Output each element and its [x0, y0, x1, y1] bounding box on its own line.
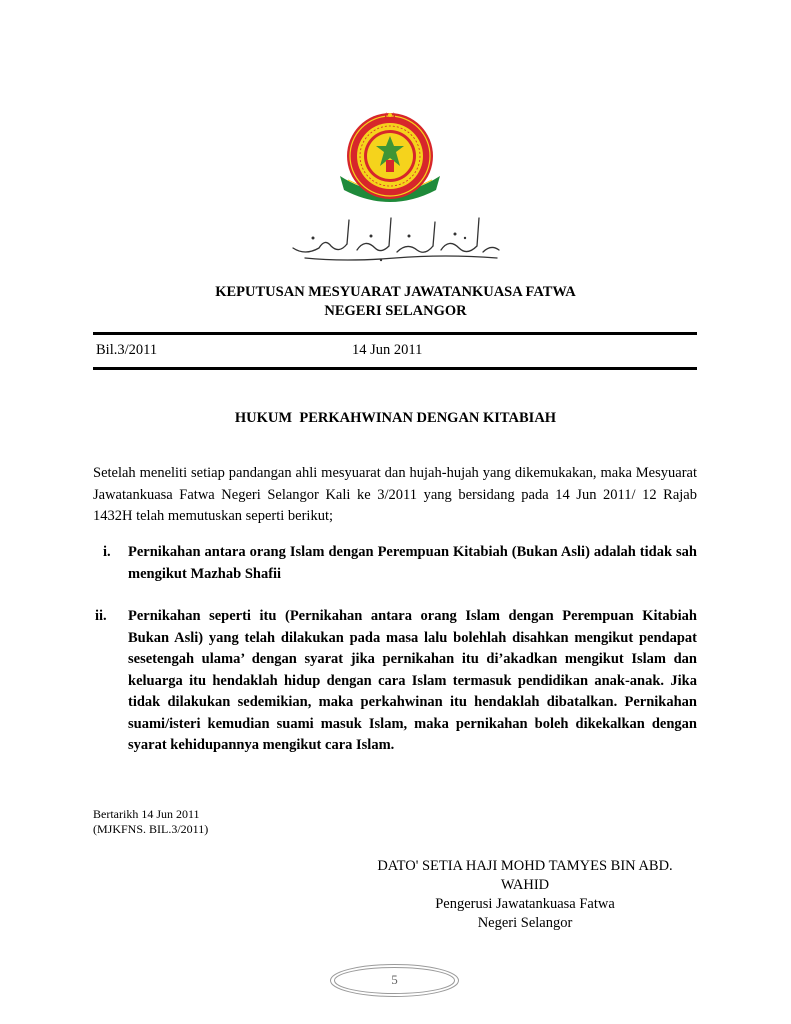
resolutions-list — [93, 542, 697, 778]
resolution-number: i. — [103, 544, 111, 560]
reference-number: Bil.3/2011 — [96, 342, 158, 358]
intro-paragraph: Setelah meneliti setiap pandangan ahli mesyuarat dan hujah-hujah yang dikemukakan, maka Mesyuarat Jawatankuasa Fatwa Negeri Selangor Kali ke 3/2011 yang bersidang pada 14 Jun 2011/ 12 Rajab 1432H telah memutuskan seperti berikut; — [93, 465, 697, 524]
title-line-1: KEPUTUSAN MESYUARAT JAWATANKUASA FATWA — [215, 284, 576, 300]
dated-note — [93, 807, 208, 837]
title-line-2: NEGERI SELANGOR — [324, 303, 467, 319]
reference-code: (MJKFNS. BIL.3/2011) — [93, 822, 209, 836]
resolution-item — [93, 606, 697, 757]
resolution-text: Pernikahan antara orang Islam dengan Perempuan Kitabiah (Bukan Asli) adalah tidak sah mengikut Mazhab Shafii — [128, 544, 697, 582]
resolution-text: Pernikahan seperti itu (Pernikahan antara orang Islam dengan Perempuan Kitabiah Bukan Asli) yang telah dilakukan pada masa lalu bolehlah disahkan mengikut pendapat sesetengah ulama’ dengan syarat jika pernikahan itu di’akadkan mengikut Islam dan keluarga itu hendaklah hidup dengan cara Islam termasuk pendidikan anak-anak. Jika tidak dilakukan sedemikian, maka perkahwinan itu hendaklah dibatalkan. Pernikahan suami/isteri kemudian suami masuk Islam, maka pernikahan boleh dikekalkan dengan syarat kehidupannya mengikut cara Islam. — [128, 608, 697, 753]
resolution-item — [93, 542, 697, 585]
bottom-divider — [93, 367, 697, 370]
signatory-name: DATO' SETIA HAJI MOHD TAMYES BIN ABD. WAHID — [377, 858, 673, 893]
top-divider — [93, 332, 697, 335]
signatory-position: Pengerusi Jawatankuasa Fatwa — [435, 896, 615, 912]
reference-date: 14 Jun 2011 — [352, 342, 423, 358]
document-title — [0, 283, 791, 321]
resolution-number: ii. — [95, 608, 107, 624]
jabatan-mufti-emblem — [334, 110, 446, 206]
subject-heading: HUKUM PERKAHWINAN DENGAN KITABIAH — [234, 410, 557, 426]
page-number: 5 — [391, 972, 398, 987]
page-number-badge — [328, 963, 461, 998]
dated-line: Bertarikh 14 Jun 2011 — [93, 807, 200, 821]
arabic-calligraphy-logotype — [285, 208, 505, 263]
signature-block — [352, 857, 698, 933]
signatory-state: Negeri Selangor — [477, 915, 573, 931]
